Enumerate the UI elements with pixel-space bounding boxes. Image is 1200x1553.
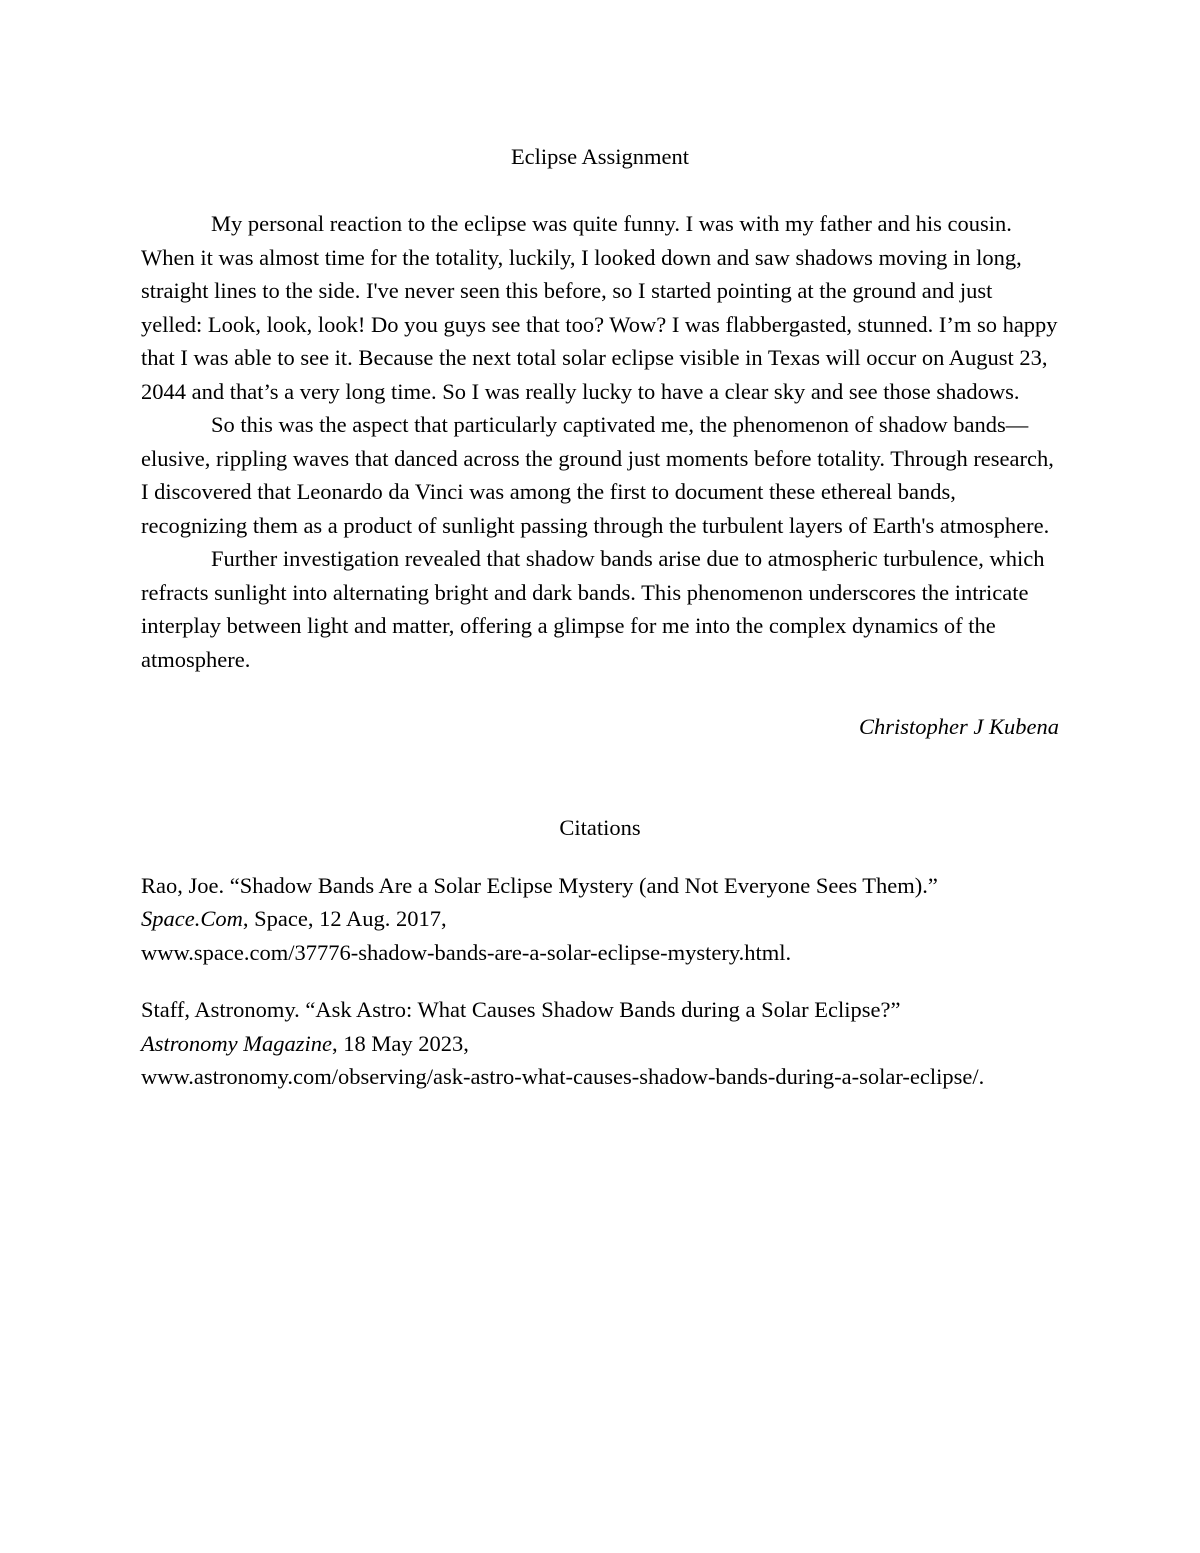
- citation-source: Astronomy Magazine: [141, 1030, 333, 1056]
- citations-heading: Citations: [559, 815, 641, 840]
- document-title: Eclipse Assignment: [510, 144, 690, 169]
- citation-entry-1: [141, 869, 1059, 970]
- citation-source-line: [141, 902, 1059, 936]
- document-content: [141, 140, 1059, 1094]
- author-signature: Christopher J Kubena: [859, 713, 1059, 739]
- citation-details: , 18 May 2023,: [332, 1030, 469, 1056]
- citation-lead: Rao, Joe. “Shadow Bands Are a Solar Eclipse Mystery (and Not Everyone Sees Them).”: [141, 872, 938, 898]
- citation-url: www.astronomy.com/observing/ask-astro-what-causes-shadow-bands-during-a-solar-eclipse/.: [141, 1064, 985, 1089]
- citation-source: Space.Com: [141, 906, 243, 931]
- citation-lead: Staff, Astronomy. “Ask Astro: What Causes Shadow Bands during a Solar Eclipse?”: [141, 997, 901, 1022]
- body-paragraph-3: Further investigation revealed that shadow bands arise due to atmospheric turbulence, which refracts sunlight into alternating bright and dark bands. This phenomenon underscores the intricate interplay between light and matter, offering a glimpse for me into the complex dynamics of the atmosphere.: [141, 546, 1045, 672]
- body-paragraph-2: So this was the aspect that particularly captivated me, the phenomenon of shadow bands—elusive, rippling waves that danced across the ground just moments before totality. Through research, I discovered that Leonardo da Vinci was among the first to document these ethereal bands, recognizing them as a product of sunlight passing through the turbulent layers of Earth's atmosphere.: [141, 412, 1054, 538]
- body-paragraph-1: My personal reaction to the eclipse was quite funny. I was with my father and his cousin. When it was almost time for the totality, luckily, I looked down and saw shadows moving in long, straight lines to the side. I've never seen this before, so I started pointing at the ground and just yelled: Look, look, look! Do you guys see that too? Wow? I was flabbergasted, stunned. I’m so happy that I was able to see it. Because the next total solar eclipse visible in Texas will occur on August 23, 2044 and that’s a very long time. So I was really lucky to have a clear sky and see those shadows.: [141, 211, 1058, 404]
- citation-entry-2: [141, 993, 1059, 1094]
- citation-source-line: [141, 1027, 1059, 1061]
- citation-url: www.space.com/37776-shadow-bands-are-a-solar-eclipse-mystery.html.: [141, 939, 792, 965]
- citation-details: , Space, 12 Aug. 2017,: [242, 906, 447, 931]
